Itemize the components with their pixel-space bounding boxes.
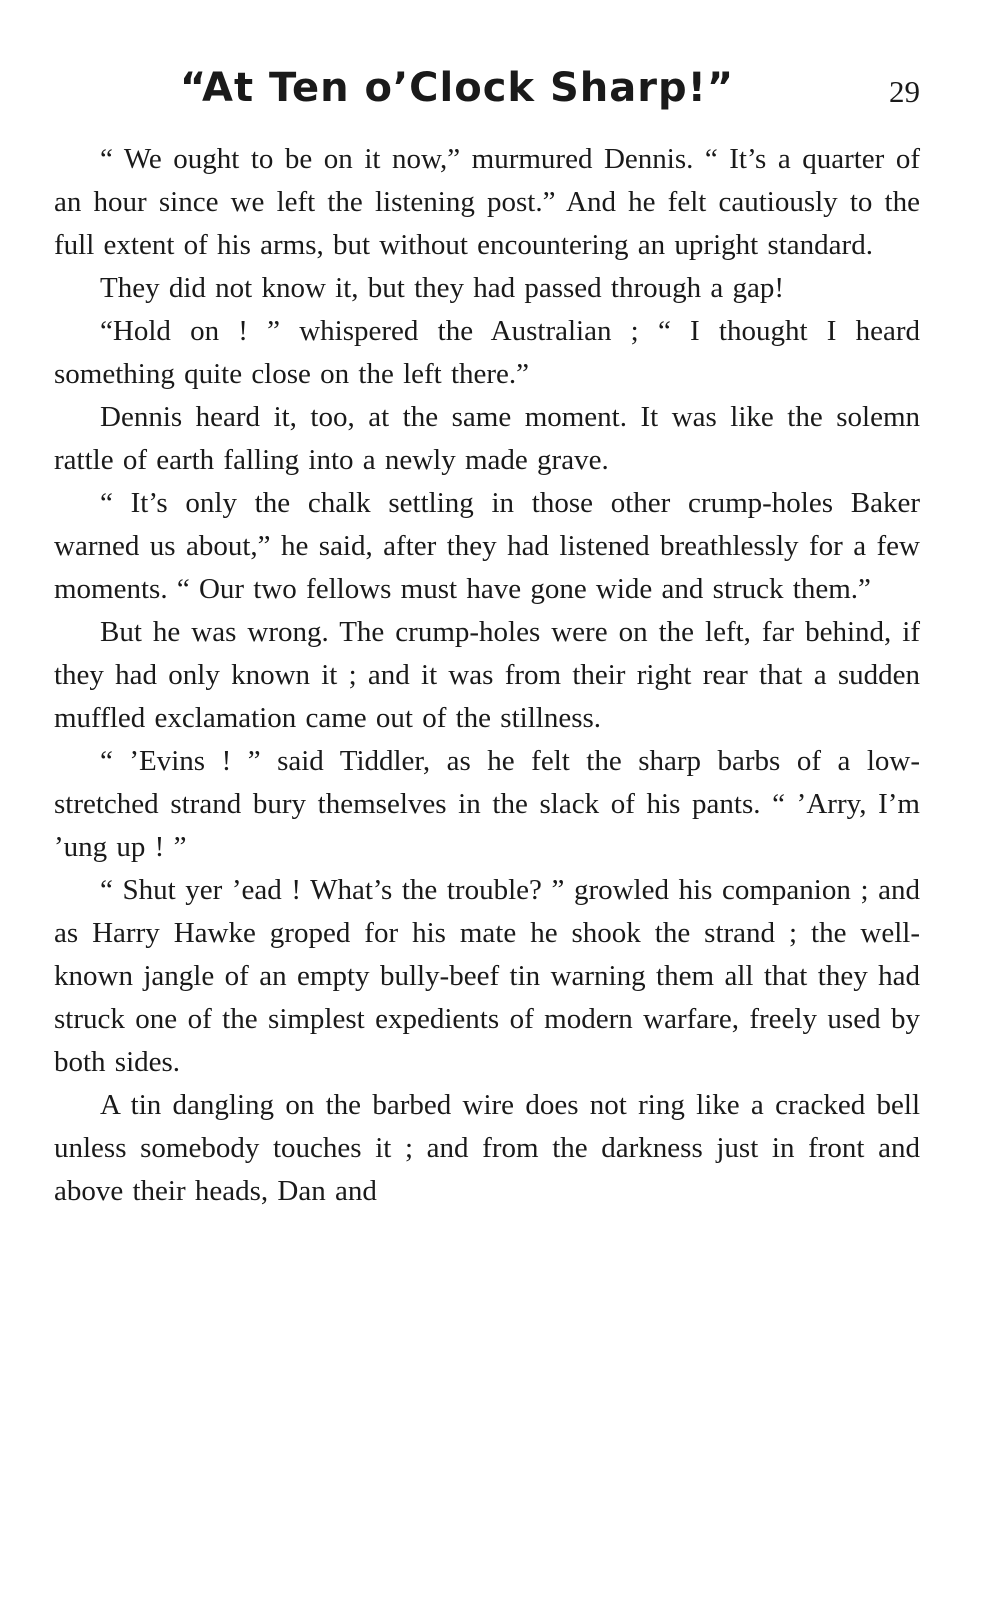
page-number: 29 <box>889 74 920 109</box>
book-page <box>54 60 920 1213</box>
paragraph: Dennis heard it, too, at the same moment. It was like the solemn rattle of earth falling into a newly made grave. <box>54 401 920 476</box>
paragraph: They did not know it, but they had passed through a gap! <box>100 272 785 304</box>
paragraph: “Hold on ! ” whispered the Australian ; “ I thought I heard something quite close on the left there.” <box>54 315 920 390</box>
page-header <box>54 60 920 120</box>
body-text <box>54 138 920 1213</box>
running-title: “At Ten o’Clock Sharp!” <box>179 65 735 111</box>
paragraph: “ We ought to be on it now,” murmured Dennis. “ It’s a quarter of an hour since we left the listening post.” And he felt cautiously to the full extent of his arms, but without encountering an upright standard. <box>54 143 920 261</box>
paragraph: “ ’Evins ! ” said Tiddler, as he felt the sharp barbs of a low-stretched strand bury themselves in the slack of his pants. “ ’Arry, I’m ’ung up ! ” <box>54 745 920 863</box>
paragraph: But he was wrong. The crump-holes were on the left, far behind, if they had only known it ; and it was from their right rear that a sudden muffled exclamation came out of the stillness. <box>54 616 920 734</box>
paragraph: A tin dangling on the barbed wire does not ring like a cracked bell unless somebody touches it ; and from the darkness just in front and above their heads, Dan and <box>54 1089 920 1207</box>
paragraph: “ It’s only the chalk settling in those other crump-holes Baker warned us about,” he said, after they had listened breathlessly for a few moments. “ Our two fellows must have gone wide and struck them.” <box>54 487 920 605</box>
paragraph: “ Shut yer ’ead ! What’s the trouble? ” growled his companion ; and as Harry Hawke groped for his mate he shook the strand ; the well-known jangle of an empty bully-beef tin warning them all that they had struck one of the simplest expedients of modern warfare, freely used by both sides. <box>54 874 920 1078</box>
